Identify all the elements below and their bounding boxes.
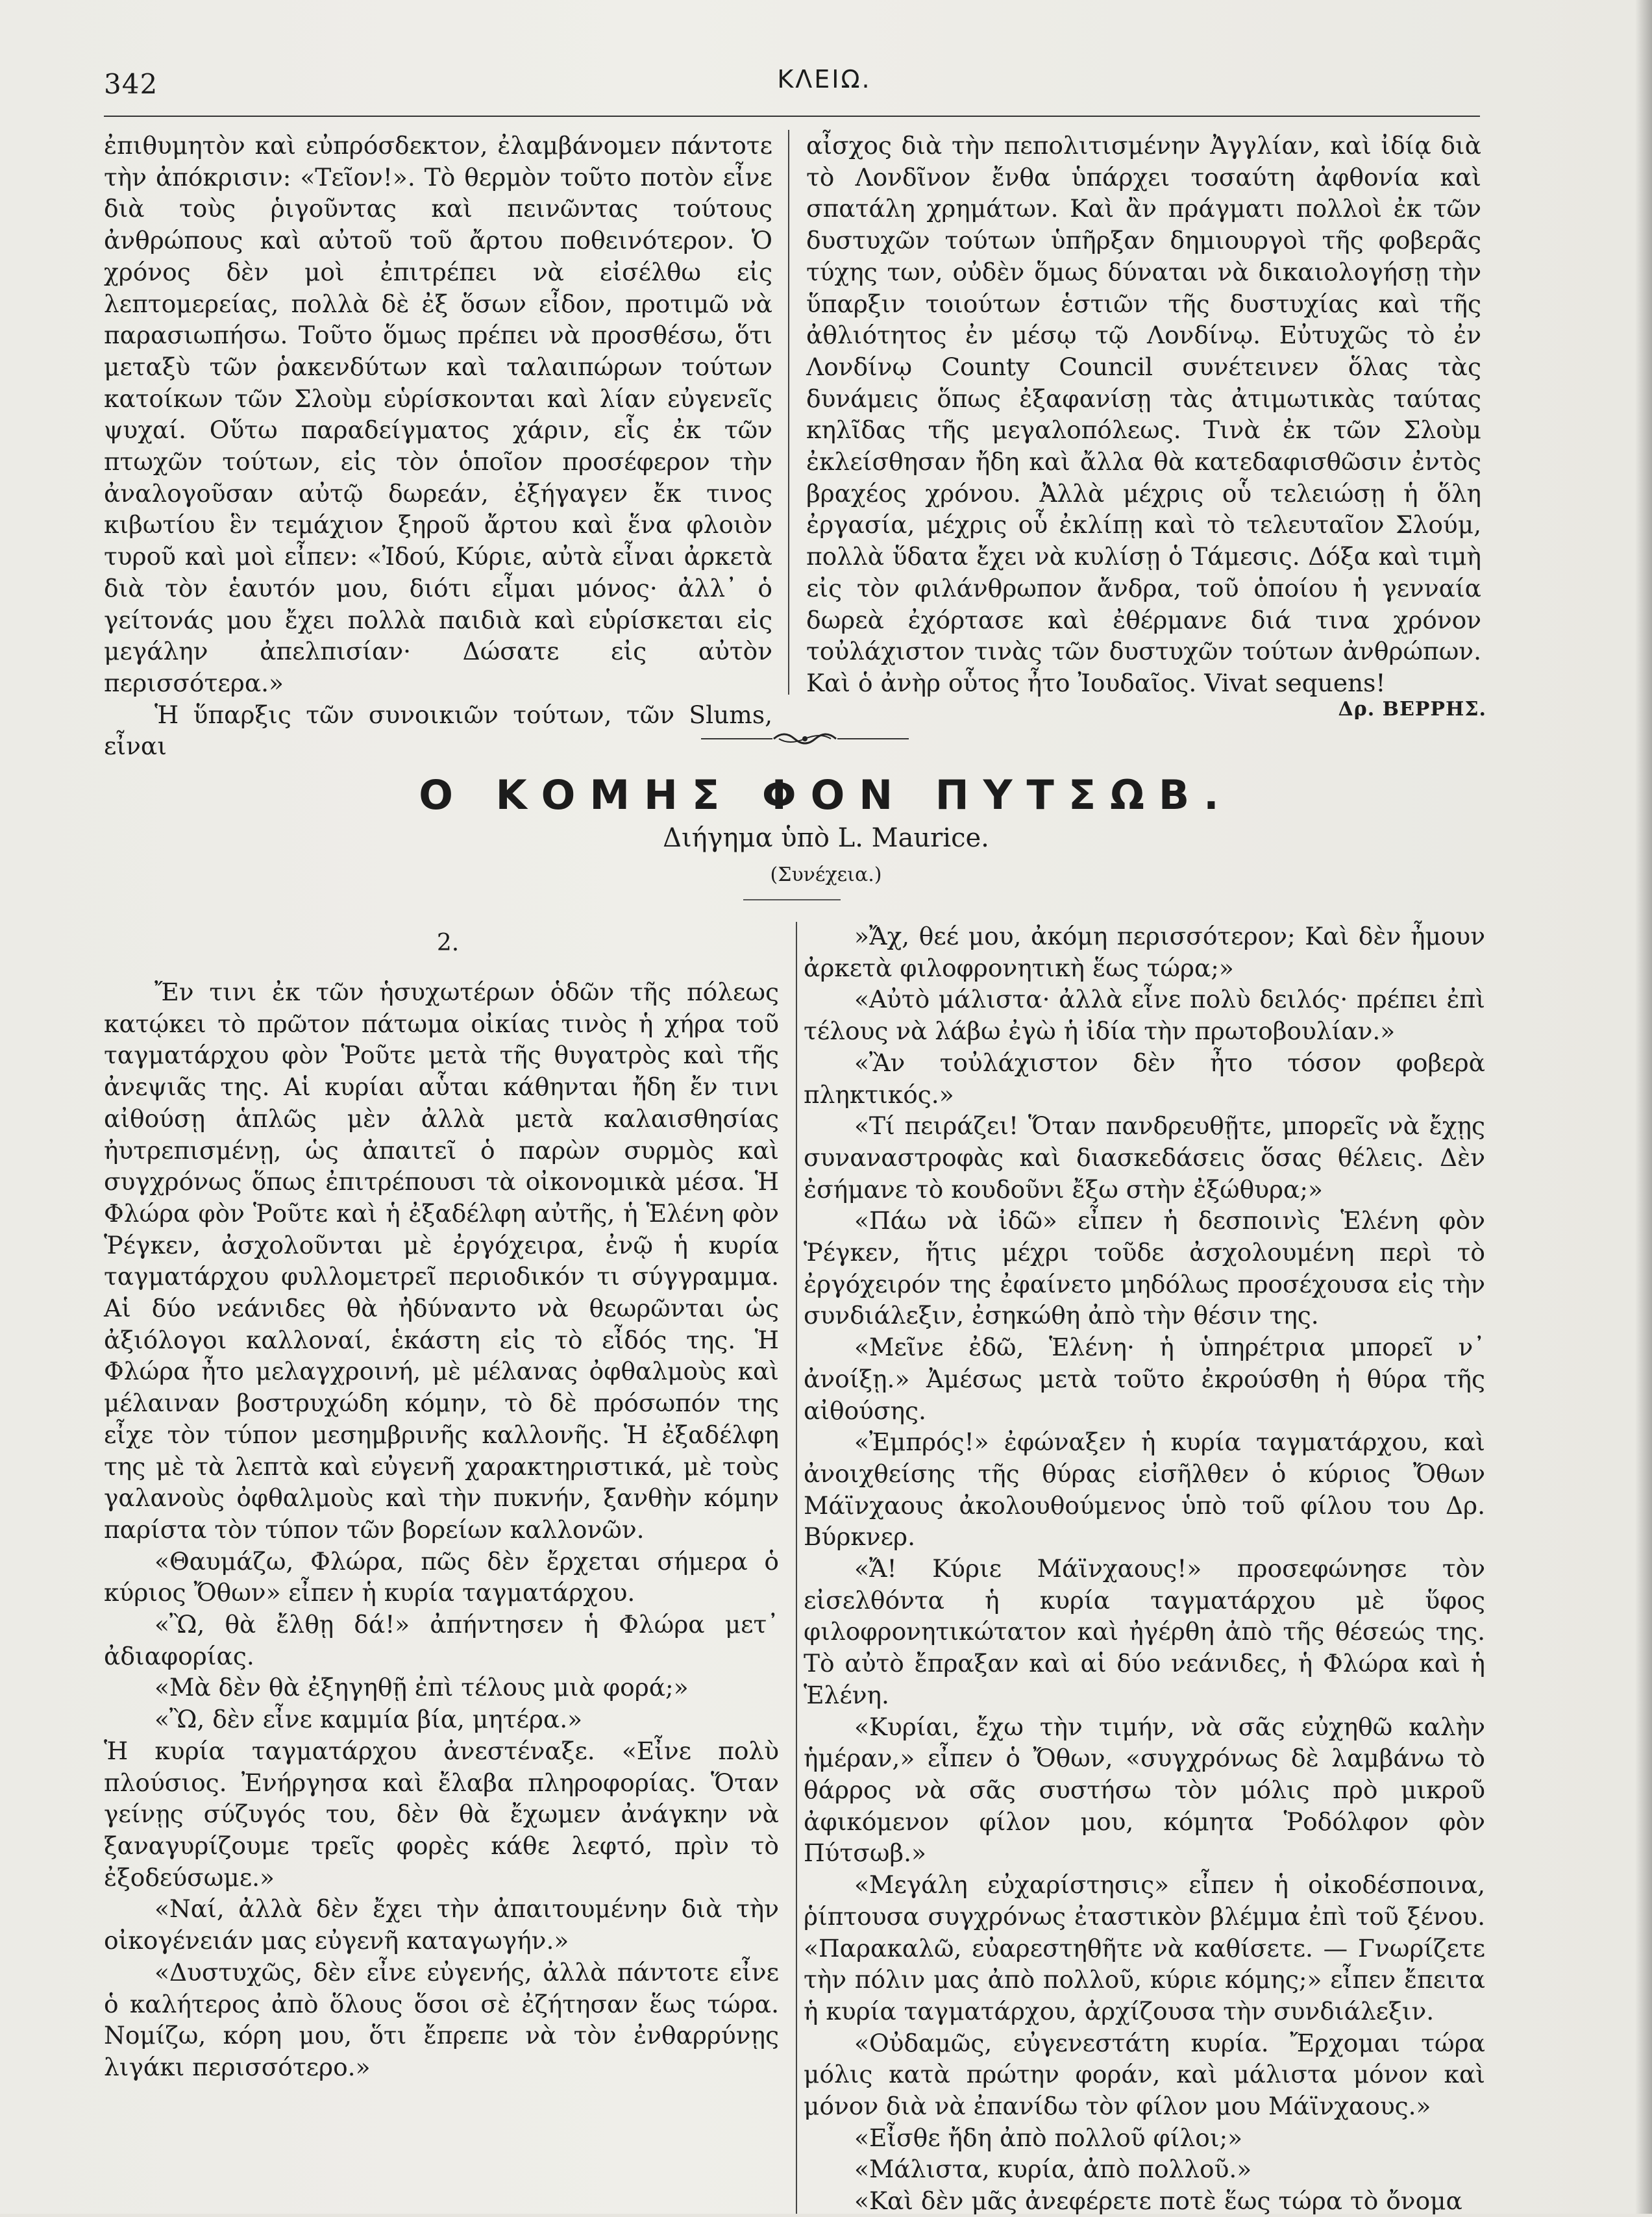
continued-note: (Συνέχεια.) (770, 863, 882, 886)
paragraph: «Εἶσθε ἤδη ἀπὸ πολλοῦ φίλοι;» (854, 2123, 1243, 2152)
story-column-right (804, 921, 1485, 2217)
journal-title: ΚΛΕΙΩ. (777, 65, 872, 93)
column-divider (796, 922, 797, 2214)
paragraph: ἐπιθυμητὸν καὶ εὐπρόσδεκτον, ἐλαμβάνομεν πάντοτε τὴν ἀπόκρισιν: «Τεῖον!». Τὸ θερμὸν τοῦτο ποτὸν εἶνε διὰ τοὺς ῥιγοῦντας καὶ πεινῶντας τούτους ἀνθρώπους καὶ αὐτοῦ τοῦ ἄρτου ποθεινότερον. Ὁ χρόνος δὲν μοὶ ἐπιτρέπει νὰ εἰσέλθω εἰς λεπτομερείας, πολλὰ δὲ ἐξ ὅσων εἶδον, προτιμῶ νὰ παρασιωπήσω. Τοῦτο ὅμως πρέπει νὰ προσθέσω, ὅτι μεταξὺ τῶν ῥακενδύτων καὶ ταλαιπώρων τούτων κατοίκων τῶν Σλοὺμ εὑρίσκονται καὶ λίαν εὐγενεῖς ψυχαί. Οὕτω παραδείγματος χάριν, εἷς ἐκ τῶν πτωχῶν τούτων, εἰς τὸν ὁποῖον προσέφερον τὴν ἀναλογοῦσαν αὐτῷ δωρεάν, ἐξήγαγεν ἔκ τινος κιβωτίου ἓν τεμάχιον ξηροῦ ἄρτου καὶ ἕνα φλοιὸν τυροῦ καὶ μοὶ εἶπεν: «Ἰδού, Κύριε, αὐτὰ εἶναι ἀρκετὰ διὰ τὸν ἑαυτόν μου, διότι εἶμαι μόνος· ἀλλ᾿ ὁ γείτονάς μου ἔχει πολλὰ παιδιὰ καὶ εὑρίσκεται εἰς μεγάλην ἀπελπισίαν· Δώσατε εἰς αὐτὸν περισσότερα.» (104, 131, 772, 697)
paragraph: «Ἂν τοὐλάχιστον δὲν ἦτο τόσον φοβερὰ πληκτικός.» (804, 1048, 1485, 1109)
header-rule (104, 116, 1480, 117)
paragraph: «Ἄ! Κύριε Μάϊνχαους!» προσεφώνησε τὸν εἰσελθόντα ἡ κυρία ταγματάρχου μὲ ὕφος φιλοφρονητικώτατον καὶ ἠγέρθη ἀπὸ τῆς θέσεώς της. Τὸ αὐτὸ ἔπραξαν καὶ αἱ δύο νεάνιδες, ἡ Φλώρα καὶ ἡ Ἑλένη. (804, 1554, 1485, 1709)
story-title: Ο ΚΟΜΗΣ ΦΟΝ ΠΥΤΣΩΒ. (419, 771, 1233, 819)
paragraph: «Αὐτὸ μάλιστα· ἀλλὰ εἶνε πολὺ δειλός· πρέπει ἐπὶ τέλους νὰ λάβω ἐγὼ ἡ ἰδία τὴν πρωτοβουλίαν.» (804, 985, 1485, 1046)
article-column-left (104, 130, 772, 762)
chapter-number: 2. (436, 930, 460, 956)
column-divider (788, 130, 789, 695)
paragraph: »Ἄχ, θεέ μου, ἀκόμη περισσότερον; Καὶ δὲν ἦμουν ἀρκετὰ φιλοφρονητικὴ ἕως τώρα;» (804, 922, 1485, 982)
paragraph: «Μὰ δὲν θὰ ἐξηγηθῇ ἐπὶ τέλους μιὰ φορά;» (154, 1673, 689, 1702)
paragraph: Ἡ κυρία ταγματάρχου ἀνεστέναξε. «Εἶνε πολὺ πλούσιος. Ἐνήργησα καὶ ἔλαβα πληροφορίας. Ὅταν γείνῃς σύζυγός του, δὲν θὰ ἔχωμεν ἀνάγκην νὰ ξαναγυρίζουμε τρεῖς φορὲς κάθε λεφτό, πρὶν τὸ ἐξοδεύσωμε.» (104, 1736, 779, 1892)
article-column-right (806, 130, 1481, 699)
paragraph: «Τί πειράζει! Ὅταν πανδρευθῇτε, μπορεῖς νὰ ἔχῃς συναναστροφὰς καὶ διασκεδάσεις ὅσας θέλεις. Δὲν ἐσήμανε τὸ κουδοῦνι ἔξω στὴν ἐξώθυρα;» (804, 1111, 1485, 1204)
paragraph: «Κυρίαι, ἔχω τὴν τιμήν, νὰ σᾶς εὐχηθῶ καλὴν ἡμέραν,» εἶπεν ὁ Ὄθων, «συγχρόνως δὲ λαμβάνω τὸ θάρρος νὰ σᾶς συστήσω τὸν μόλις πρὸ μικροῦ ἀφικόμενον φίλον μου, κόμητα Ῥοδόλφον φὸν Πύτσωβ.» (804, 1712, 1485, 1868)
paragraph: Ἔν τινι ἐκ τῶν ἡσυχωτέρων ὁδῶν τῆς πόλεως κατῴκει τὸ πρῶτον πάτωμα οἰκίας τινὸς ἡ χήρα τοῦ ταγματάρχου φὸν Ῥοῦτε μετὰ τῆς θυγατρὸς καὶ τῆς ἀνεψιᾶς της. Αἱ κυρίαι αὗται κάθηνται ἤδη ἔν τινι αἰθούσῃ ἁπλῶς μὲν ἀλλὰ μετὰ καλαισθησίας ἠυτρεπισμένῃ, ὡς ἀπαιτεῖ ὁ παρὼν συρμὸς καὶ συγχρόνως ὅπως ἐπιτρέπουσι τὰ οἰκονομικὰ μέσα. Ἡ Φλώρα φὸν Ῥοῦτε καὶ ἡ ἐξαδέλφη αὐτῆς, ἡ Ἑλένη φὸν Ῥέγκεν, ἀσχολοῦνται μὲ ἐργόχειρα, ἐνῷ ἡ κυρία ταγματάρχου φυλλομετρεῖ περιοδικόν τι σύγγραμμα. Αἱ δύο νεάνιδες θὰ ἠδύναντο νὰ θεωρῶνται ὡς ἀξιόλογοι καλλοναί, ἑκάστη εἰς τὸ εἶδός της. Ἡ Φλώρα ἦτο μελαγχροινή, μὲ μέλανας ὀφθαλμοὺς καὶ μέλαιναν βοστρυχώδη κόμην, τὸ δὲ πρόσωπόν της εἶχε τὸν τύπον μεσημβρινῆς καλλονῆς. Ἡ ἐξαδέλφη της μὲ τὰ λεπτὰ καὶ εὐγενῆ χαρακτηριστικά, μὲ τοὺς γαλανοὺς ὀφθαλμοὺς καὶ τὴν πυκνήν, ξανθὴν κόμην παρίστα τὸν τύπον τῶν βορείων καλλονῶν. (104, 978, 779, 1544)
paragraph: «Ὢ, δὲν εἶνε καμμία βία, μητέρα.» (154, 1705, 583, 1734)
page-number: 342 (104, 68, 158, 100)
story-subtitle: Διήγημα ὑπὸ L. Maurice. (663, 823, 989, 853)
binding-shadow (1635, 0, 1652, 2214)
title-rule (743, 899, 841, 900)
paragraph: «Πάω νὰ ἰδῶ» εἶπεν ἡ δεσποινὶς Ἑλένη φὸν Ῥέγκεν, ἥτις μέχρι τοῦδε ἀσχολουμένη περὶ τὸ ἐργόχειρόν της ἐφαίνετο μηδόλως προσέχουσα εἰς τὴν συνδιάλεξιν, ἐσηκώθη ἀπὸ τὴν θέσιν της. (804, 1206, 1485, 1330)
section-ornament (701, 726, 909, 752)
paragraph: «Δυστυχῶς, δὲν εἶνε εὐγενής, ἀλλὰ πάντοτε εἶνε ὁ καλήτερος ἀπὸ ὅλους ὅσοι σὲ ἐζήτησαν ἕως τώρα. Νομίζω, κόρη μου, ὅτι ἔπρεπε νὰ τὸν ἐνθαρρύνῃς λιγάκι περισσότερο.» (104, 1957, 779, 2081)
story-column-left (104, 976, 779, 2083)
paragraph: «Θαυμάζω, Φλώρα, πῶς δὲν ἔρχεται σήμερα ὁ κύριος Ὄθων» εἶπεν ἡ κυρία ταγματάρχου. (104, 1546, 779, 1607)
paragraph: «Οὐδαμῶς, εὐγενεστάτη κυρία. Ἔρχομαι τώρα μόλις κατὰ πρώτην φοράν, καὶ μάλιστα μόνον καὶ μόνον διὰ νὰ ἐπανίδω τὸν φίλον μου Μάϊνχαους.» (804, 2028, 1485, 2121)
paragraph: «Μεγάλη εὐχαρίστησις» εἶπεν ἡ οἰκοδέσποινα, ῥίπτουσα συγχρόνως ἐταστικὸν βλέμμα ἐπὶ τοῦ ξένου. «Παρακαλῶ, εὐαρεστηθῆτε νὰ καθίσετε. — Γνωρίζετε τὴν πόλιν μας ἀπὸ πολλοῦ, κύριε κόμης;» εἶπεν ἔπειτα ἡ κυρία ταγματάρχου, ἀρχίζουσα τὴν συνδιάλεξιν. (804, 1870, 1485, 2025)
paragraph: «Μάλιστα, κυρία, ἀπὸ πολλοῦ.» (854, 2155, 1252, 2184)
paragraph: «Ὢ, θὰ ἔλθῃ δά!» ἀπήντησεν ἡ Φλώρα μετ᾿ ἀδιαφορίας. (104, 1610, 779, 1670)
paragraph: Ἡ ὕπαρξις τῶν συνοικιῶν τούτων, τῶν Slums, εἶναι (104, 700, 772, 761)
paragraph: «Ναί, ἀλλὰ δὲν ἔχει τὴν ἀπαιτουμένην διὰ τὴν οἰκογένειάν μας εὐγενῆ καταγωγήν.» (104, 1894, 779, 1955)
paragraph: «Ἐμπρός!» ἐφώναξεν ἡ κυρία ταγματάρχου, καὶ ἀνοιχθείσης τῆς θύρας εἰσῆλθεν ὁ κύριος Ὄθων Μάϊνχαους ἀκολουθούμενος ὑπὸ τοῦ φίλου του Δρ. Βύρκνερ. (804, 1428, 1485, 1552)
paragraph: «Μεῖνε ἐδῶ, Ἑλένη· ἡ ὑπηρέτρια μπορεῖ ν᾿ ἀνοίξῃ.» Ἀμέσως μετὰ τοῦτο ἐκρούσθη ἡ θύρα τῆς αἰθούσης. (804, 1333, 1485, 1425)
paragraph: αἶσχος διὰ τὴν πεπολιτισμένην Ἀγγλίαν, καὶ ἰδίᾳ διὰ τὸ Λονδῖνον ἔνθα ὑπάρχει τοσαύτη ἀφθονία καὶ σπατάλη χρημάτων. Καὶ ἂν πράγματι πολλοὶ ἐκ τῶν δυστυχῶν τούτων ὑπῆρξαν δημιουργοὶ τῆς φοβερᾶς τύχης των, οὐδὲν ὅμως δύναται νὰ δικαιολογήσῃ τὴν ὕπαρξιν τοιούτων ἑστιῶν τῆς δυστυχίας καὶ τῆς ἀθλιότητος ἐν μέσῳ τῷ Λονδίνῳ. Εὐτυχῶς τὸ ἐν Λονδίνῳ County Council συνέτεινεν ὅλας τὰς δυνάμεις ὅπως ἐξαφανίσῃ τὰς ἀτιμωτικὰς ταύτας κηλῖδας τῆς μεγαλοπόλεως. Τινὰ ἐκ τῶν Σλοὺμ ἐκλείσθησαν ἤδη καὶ ἄλλα θὰ κατεδαφισθῶσιν ἐντὸς βραχέος χρόνου. Ἀλλὰ μέχρις οὗ τελειώσῃ ἡ ὅλη ἐργασία, μέχρις οὗ ἐκλίπῃ καὶ τὸ τελευταῖον Σλούμ, πολλὰ ὕδατα ἔχει νὰ κυλίσῃ ὁ Τάμεσις. Δόξα καὶ τιμὴ εἰς τὸν φιλάνθρωπον ἄνδρα, τοῦ ὁποίου ἡ γενναία δωρεὰ ἐχόρτασε καὶ ἐθέρμανε διά τινα χρόνον τοὐλάχιστον τινὰς τῶν δυστυχῶν τούτων ἀνθρώπων. Καὶ ὁ ἀνὴρ οὗτος ἦτο Ἰουδαῖος. Vivat sequens! (806, 131, 1481, 697)
running-head (0, 0, 1652, 117)
paragraph: «Καὶ δὲν μᾶς ἀνεφέρετε ποτὲ ἕως τώρα τὸ ὄνομα (854, 2186, 1462, 2216)
author-signature: Δρ. ΒΕΡΡΗΣ. (1338, 698, 1486, 721)
